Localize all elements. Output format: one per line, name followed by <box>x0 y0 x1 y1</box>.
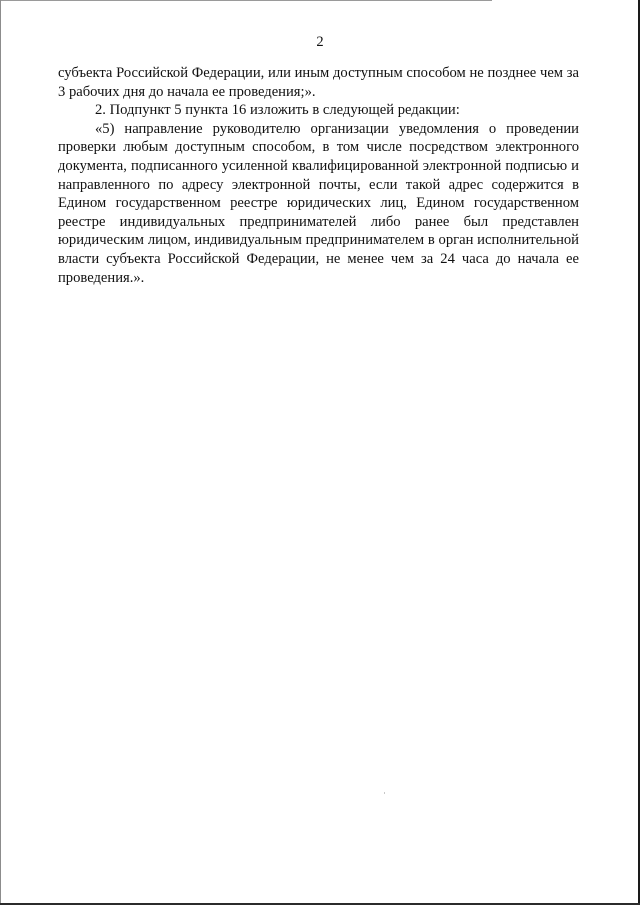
scan-speck <box>384 792 385 794</box>
scan-top-edge <box>0 0 492 1</box>
scan-left-edge <box>0 0 1 905</box>
document-body <box>58 64 579 287</box>
page-number: 2 <box>316 34 324 50</box>
paragraph-continuation: субъекта Российской Федерации, или иным доступным способом не позднее чем за 3 рабочих дня до начала ее проведения;». <box>58 65 579 100</box>
paragraph-amendment-text: «5) направление руководителю организации уведомления о проведении проверки любым доступным способом, в том числе посредством электронного документа, подписанного усиленной квалифицированной электронной подписью и направленного по адресу электронной почты, если такой адрес содержится в Едином государственном реестре юридических лиц, Едином государственном реестре индивидуальных предпринимателей либо ранее был представлен юридическим лицом, индивидуальным предпринимателем в орган исполнительной власти субъекта Российской Федерации, не менее чем за 24 часа до начала ее проведения.». <box>58 120 579 286</box>
paragraph-amendment-item: 2. Подпункт 5 пункта 16 изложить в следующей редакции: <box>95 102 460 119</box>
